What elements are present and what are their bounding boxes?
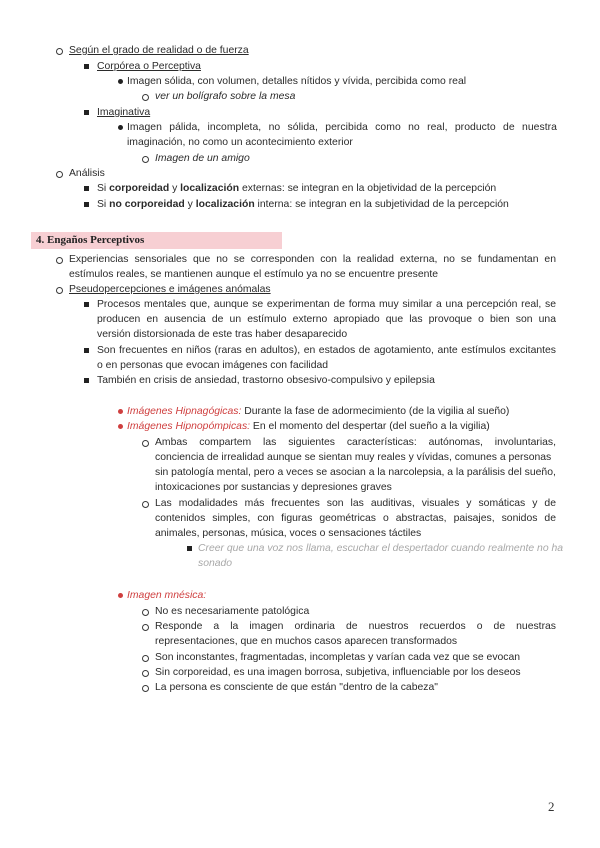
list-item-imaginativa: Imaginativa (97, 107, 151, 118)
hipnagogicas-item: Imágenes Hipnagógicas: Durante la fase de adormecimiento (de la vigilia al sueño) (127, 406, 510, 417)
dot-bullet-icon (118, 79, 123, 84)
hollow-bullet-icon (142, 624, 149, 631)
list-item-corporea: Corpórea o Perceptiva (97, 61, 201, 72)
dot-bullet-icon (118, 593, 123, 598)
mnesica-item5: La persona es consciente de que están "dentro de la cabeza" (155, 682, 438, 693)
hollow-bullet-icon (142, 156, 149, 163)
mnesica-item2-line2: representaciones, que en muchos casos aparecen transformados (155, 636, 458, 647)
corporea-description: Imagen sólida, con volumen, detalles nítidos y vívida, percibida como real (127, 76, 467, 87)
caracteristicas-line3: sin patología mental, pero a veces se asocian a la narcolepsia, a la parálisis del sueño, (155, 467, 556, 478)
square-bullet-icon (84, 110, 89, 115)
corporea-example: ver un bolígrafo sobre la mesa (155, 91, 296, 102)
square-bullet-icon (84, 202, 89, 207)
caracteristicas-line2: conciencia de irrealidad aunque se sientan muy reales y vívidas, comunes a personas (155, 452, 552, 463)
hollow-bullet-icon (56, 257, 63, 264)
hollow-bullet-icon (142, 94, 149, 101)
page-number: 2 (548, 799, 555, 814)
example-line2: sonado (198, 558, 233, 569)
dot-bullet-icon (118, 125, 123, 130)
analisis-item-interna: Si no corporeidad y localización interna: se integran en la subjetividad de la percepción (97, 199, 509, 210)
example-line1: Creer que una voz nos llama, escuchar el despertador cuando realmente no ha (198, 543, 564, 554)
square-bullet-icon (84, 186, 89, 191)
pseudo-item2-line1: Son frecuentes en niños (raras en adultos), en estados de agotamiento, ante estímulos excitantes (97, 345, 556, 356)
pseudo-item3: También en crisis de ansiedad, trastorno obsesivo-compulsivo y epilepsia (97, 375, 435, 386)
dot-bullet-icon (118, 424, 123, 429)
imaginativa-example: Imagen de un amigo (155, 153, 250, 164)
hollow-bullet-icon (142, 670, 149, 677)
hollow-bullet-icon (142, 685, 149, 692)
mnesica-item4: Sin corporeidad, es una imagen borrosa, subjetiva, influenciable por los deseos (155, 667, 521, 678)
pseudo-item2-line2: o en personas que evocan imágenes con facilidad (97, 360, 329, 371)
mnesica-item3: Son inconstantes, fragmentadas, incompletas y varían cada vez que se evocan (155, 652, 521, 663)
pseudo-item1-line2: producen en ausencia de un estímulo externo apropiado que las provoque o bien son una (97, 314, 556, 325)
square-bullet-icon (84, 64, 89, 69)
list-item-pseudopercepciones: Pseudopercepciones e imágenes anómalas (69, 284, 271, 295)
pseudo-item1-line3: versión distorsionada de este tras haber desaparecido (97, 329, 348, 340)
square-bullet-icon (84, 348, 89, 353)
mnesica-item1: No es necesariamente patológica (155, 606, 310, 617)
imaginativa-description-line2: imaginación, no como un acontecimiento exterior (127, 137, 353, 148)
list-item-analisis: Análisis (69, 168, 105, 179)
hollow-bullet-icon (142, 501, 149, 508)
imaginativa-description-line1: Imagen pálida, incompleta, no sólida, percibida como no real, producto de nuestra (127, 122, 557, 133)
square-bullet-icon (84, 302, 89, 307)
hollow-bullet-icon (142, 440, 149, 447)
hipnopompicas-item: Imágenes Hipnopómpicas: En el momento del despertar (del sueño a la vigilia) (127, 421, 490, 432)
caracteristicas-line1: Ambas compartem las siguientes características: autónomas, involuntarias, (155, 437, 556, 448)
list-item-grado-realidad: Según el grado de realidad o de fuerza (69, 45, 249, 56)
square-bullet-icon (187, 546, 192, 551)
hollow-bullet-icon (56, 48, 63, 55)
modalidades-line3: animales, personas, música, voces o sensaciones táctiles (155, 528, 422, 539)
hollow-bullet-icon (142, 609, 149, 616)
mnesica-item2-line1: Responde a la imagen ordinaria de nuestros recuerdos o de nuestras (155, 621, 556, 632)
square-bullet-icon (84, 378, 89, 383)
modalidades-line1: Las modalidades más frecuentes son las auditivas, visuales y somáticas y de (155, 498, 556, 509)
hollow-bullet-icon (56, 171, 63, 178)
analisis-item-externas: Si corporeidad y localización externas: se integran en la objetividad de la percepción (97, 183, 497, 194)
intro-line1: Experiencias sensoriales que no se corresponden con la realidad externa, no se fundamentan en (69, 254, 556, 265)
section-heading-enganos-perceptivos: 4. Engaños Perceptivos (31, 232, 282, 249)
hollow-bullet-icon (56, 287, 63, 294)
pseudo-item1-line1: Procesos mentales que, aunque se experimentan de forma muy similar a una percepción real, se (97, 299, 556, 310)
modalidades-line2: contenidos simples, con figuras geométricas o abstractas, paisajes, sonidos de (155, 513, 556, 524)
caracteristicas-line4: intoxicaciones por sustancias y depresiones graves (155, 482, 392, 493)
imagen-mnesica-label: Imagen mnésica: (127, 590, 207, 601)
hollow-bullet-icon (142, 655, 149, 662)
dot-bullet-icon (118, 409, 123, 414)
intro-line2: estímulos reales, se mantienen aunque el estímulo ya no se encuentre presente (69, 269, 439, 280)
